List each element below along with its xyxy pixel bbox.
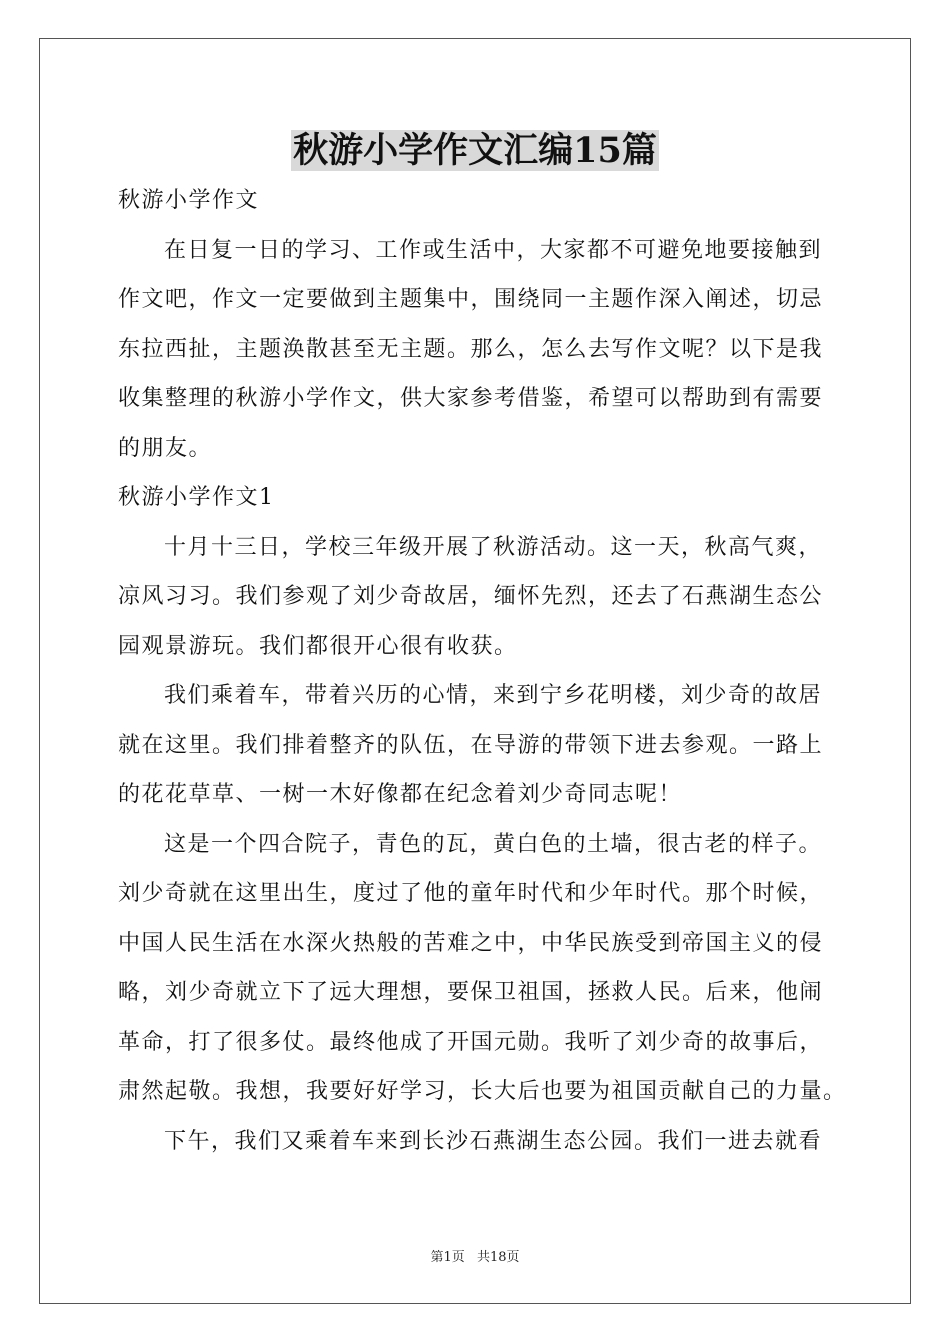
page-number: 第1页 xyxy=(430,1250,465,1265)
text-line: 收集整理的秋游小学作文，供大家参考借鉴，希望可以帮助到有需要 xyxy=(118,386,824,411)
text-line: 作文吧，作文一定要做到主题集中，围绕同一主题作深入阐述，切忌 xyxy=(118,287,824,312)
text-line: 肃然起敬。我想，我要好好学习，长大后也要为祖国贡献自己的力量。 xyxy=(118,1079,847,1104)
text-line: 凉风习习。我们参观了刘少奇故居，缅怀先烈，还去了石燕湖生态公 xyxy=(118,584,824,609)
text-line: 这是一个四合院子，青色的瓦，黄白色的土墙，很古老的样子。 xyxy=(164,831,823,857)
text-line: 刘少奇就在这里出生，度过了他的童年时代和少年时代。那个时候， xyxy=(118,881,824,906)
document-body xyxy=(118,176,847,1166)
text-line: 的朋友。 xyxy=(118,435,213,461)
text-line: 秋游小学作文 xyxy=(118,188,260,213)
text-line: 的花花草草、一树一木好像都在纪念着刘少奇同志呢！ xyxy=(118,782,683,807)
document-title xyxy=(0,128,950,174)
document-title-text: 秋游小学作文汇编15篇 xyxy=(293,130,657,171)
text-line: 略，刘少奇就立下了远大理想，要保卫祖国，拯救人民。后来，他闹 xyxy=(118,980,824,1005)
text-line: 秋游小学作文1 xyxy=(118,485,275,510)
text-line: 我们乘着车，带着兴历的心情，来到宁乡花明楼，刘少奇的故居 xyxy=(164,683,823,708)
text-line: 就在这里。我们排着整齐的队伍，在导游的带领下进去参观。一路上 xyxy=(118,732,824,758)
text-line: 在日复一日的学习、工作或生活中，大家都不可避免地要接触到 xyxy=(164,237,823,263)
text-line: 下午，我们又乘着车来到长沙石燕湖生态公园。我们一进去就看 xyxy=(164,1128,823,1154)
text-line: 十月十三日，学校三年级开展了秋游活动。这一天，秋高气爽， xyxy=(164,534,823,560)
text-line: 东拉西扯，主题涣散甚至无主题。那么，怎么去写作文呢？以下是我 xyxy=(118,336,824,362)
page-footer xyxy=(0,1246,950,1265)
total-pages: 共18页 xyxy=(476,1250,520,1265)
text-line: 园观景游玩。我们都很开心很有收获。 xyxy=(118,633,518,659)
text-line: 中国人民生活在水深火热般的苦难之中，中华民族受到帝国主义的侵 xyxy=(118,930,824,956)
text-line: 革命，打了很多仗。最终他成了开国元勋。我听了刘少奇的故事后， xyxy=(118,1029,824,1055)
